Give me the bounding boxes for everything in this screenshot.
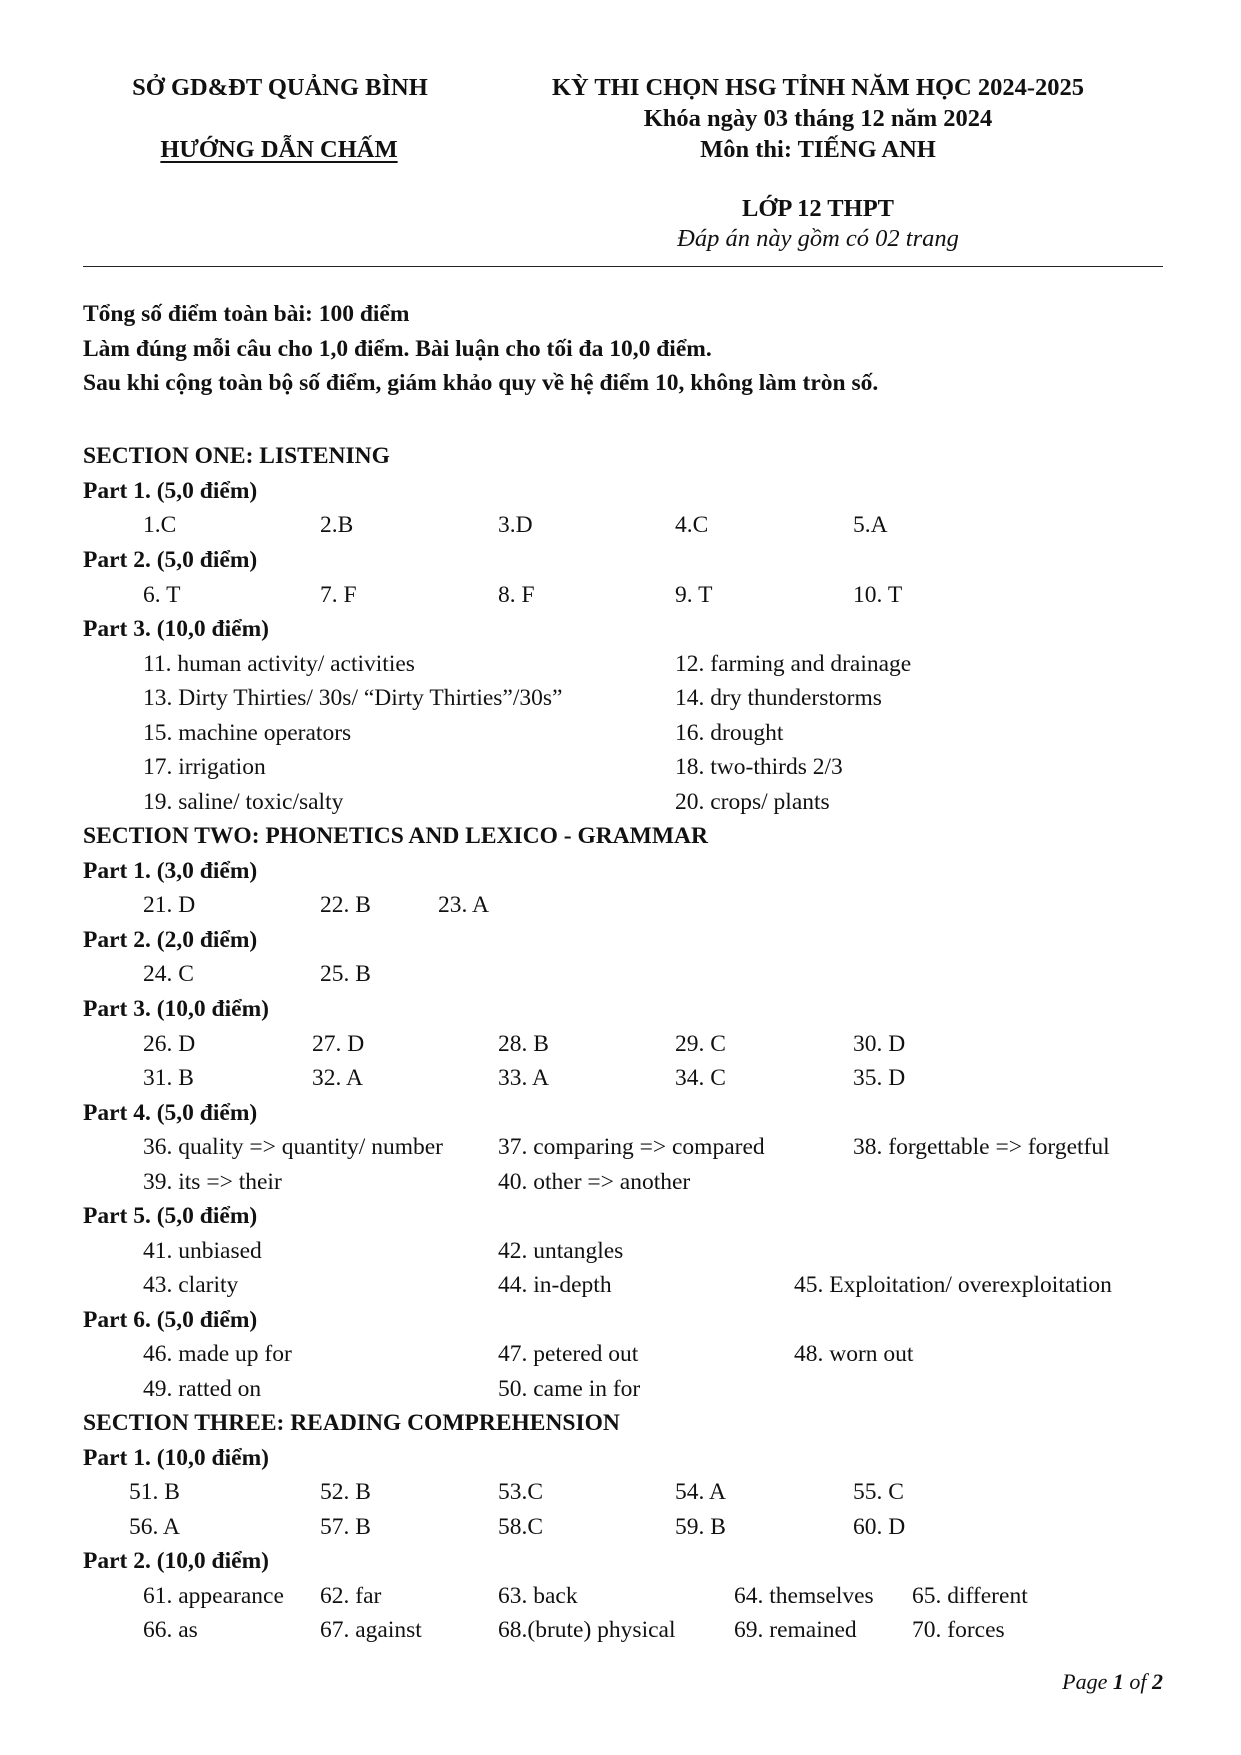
page-word: Page	[1062, 1669, 1113, 1694]
part-title	[83, 929, 257, 953]
answer-item: 64. themselves	[734, 1583, 874, 1609]
answer-item: 18. two-thirds 2/3	[675, 754, 843, 780]
answer-item: 33. A	[498, 1065, 549, 1091]
answer-item: 3.D	[498, 512, 533, 538]
answer-item: 9. T	[675, 582, 713, 608]
guide-title: HƯỚNG DẪN CHẤM	[160, 136, 398, 163]
part-title: Part 5. (5,0 điểm)	[83, 1203, 258, 1229]
page-total: 2	[1152, 1669, 1163, 1694]
exam-subject: Môn thi: TIẾNG ANH	[700, 136, 936, 163]
answer-item: 37. comparing => compared	[498, 1134, 765, 1160]
answer-item: 65. different	[912, 1583, 1028, 1609]
answer-item: 16. drought	[675, 720, 784, 746]
answer-item: 12. farming and drainage	[675, 651, 912, 677]
section-title: SECTION TWO: PHONETICS AND LEXICO - GRAMMAR	[83, 823, 708, 849]
answer-item: 60. D	[853, 1514, 906, 1540]
answer-item: 46. made up for	[143, 1341, 292, 1367]
answer-item: 63. back	[498, 1583, 578, 1609]
answer-item: 38. forgettable => forgetful	[853, 1134, 1110, 1160]
answer-item: 11. human activity/ activities	[143, 651, 415, 677]
answer-item: 14. dry thunderstorms	[675, 685, 882, 711]
answer-item: 2.B	[320, 512, 354, 538]
page-current: 1	[1112, 1669, 1124, 1694]
answer-item: 44. in-depth	[498, 1272, 612, 1298]
answer-item: 40. other => another	[498, 1169, 691, 1195]
answer-item: 66. as	[143, 1617, 198, 1643]
total-score-note: Tổng số điểm toàn bài: 100 điểm	[83, 301, 410, 327]
answer-item: 4.C	[675, 512, 709, 538]
part-title: Part 3. (10,0 điểm)	[83, 996, 269, 1022]
exam-date: Khóa ngày 03 tháng 12 năm 2024	[643, 105, 993, 132]
header-divider	[83, 266, 1163, 267]
answer-item: 20. crops/ plants	[675, 789, 830, 815]
answer-item: 49. ratted on	[143, 1376, 262, 1402]
answer-item: 58.C	[498, 1514, 544, 1540]
part-title: Part 1. (10,0 điểm)	[83, 1445, 269, 1471]
answer-item: 26. D	[143, 1031, 196, 1057]
answer-item: 22. B	[320, 892, 371, 918]
answer-item: 56. A	[129, 1514, 180, 1540]
department-name: SỞ GD&ĐT QUẢNG BÌNH	[132, 74, 428, 101]
answer-item: 68.(brute) physical	[498, 1617, 676, 1643]
answer-item: 59. B	[675, 1514, 726, 1540]
part-title: Part 4. (5,0 điểm)	[83, 1100, 258, 1126]
answer-item: 70. forces	[912, 1617, 1005, 1643]
answer-item: 17. irrigation	[143, 754, 266, 780]
answer-item: 23. A	[438, 892, 489, 918]
answer-item: 41. unbiased	[143, 1238, 262, 1264]
part-title: Part 2. (5,0 điểm)	[83, 547, 258, 573]
answer-item: 10. T	[853, 582, 903, 608]
exam-title: KỲ THI CHỌN HSG TỈNH NĂM HỌC 2024-2025	[551, 74, 1085, 101]
answer-item: 8. F	[498, 582, 535, 608]
part-title: Part 3. (10,0 điểm)	[83, 616, 269, 642]
answer-item: 5.A	[853, 512, 888, 538]
answer-item: 34. C	[675, 1065, 726, 1091]
page-of-word: of	[1123, 1669, 1152, 1694]
answer-item: 62. far	[320, 1583, 382, 1609]
answer-item: 52. B	[320, 1479, 371, 1505]
answer-item: 50. came in for	[498, 1376, 641, 1402]
answer-item: 53.C	[498, 1479, 544, 1505]
page-count-note: Đáp án này gồm có 02 trang	[677, 225, 959, 252]
answer-item: 54. A	[675, 1479, 726, 1505]
answer-item: 13. Dirty Thirties/ 30s/ “Dirty Thirties”/30s”	[143, 685, 563, 711]
answer-item: 31. B	[143, 1065, 194, 1091]
answer-item: 57. B	[320, 1514, 371, 1540]
part-title: Part 2. (10,0 điểm)	[83, 1548, 269, 1574]
answer-item: 55. C	[853, 1479, 904, 1505]
answer-item: 7. F	[320, 582, 357, 608]
part-title-score: . (2,0 điểm)	[145, 927, 258, 953]
section-title: SECTION THREE: READING COMPREHENSION	[83, 1410, 620, 1436]
answer-item: 19. saline/ toxic/salty	[143, 789, 344, 815]
answer-item: 43. clarity	[143, 1272, 239, 1298]
answer-item: 29. C	[675, 1031, 726, 1057]
answer-item: 42. untangles	[498, 1238, 624, 1264]
part-title: Part 6. (5,0 điểm)	[83, 1307, 258, 1333]
part-title: Part 1. (5,0 điểm)	[83, 478, 258, 504]
answer-item: 67. against	[320, 1617, 422, 1643]
answer-item: 48. worn out	[794, 1341, 914, 1367]
answer-item: 39. its => their	[143, 1169, 282, 1195]
answer-item: 32. A	[312, 1065, 363, 1091]
answer-item: 45. Exploitation/ overexploitation	[794, 1272, 1112, 1298]
answer-item: 1.C	[143, 512, 177, 538]
answer-item: 51. B	[129, 1479, 180, 1505]
part-title: Part 1. (3,0 điểm)	[83, 858, 258, 884]
answer-item: 69. remained	[734, 1617, 857, 1643]
page-number	[1062, 1671, 1163, 1693]
section-title: SECTION ONE: LISTENING	[83, 443, 390, 469]
conversion-note: Sau khi cộng toàn bộ số điểm, giám khảo quy về hệ điểm 10, không làm tròn số.	[83, 370, 879, 396]
answer-item: 6. T	[143, 582, 181, 608]
answer-item: 24. C	[143, 961, 194, 987]
answer-item: 15. machine operators	[143, 720, 352, 746]
answer-item: 35. D	[853, 1065, 906, 1091]
answer-item: 30. D	[853, 1031, 906, 1057]
answer-item: 25. B	[320, 961, 371, 987]
answer-item: 61. appearance	[143, 1583, 284, 1609]
answer-item: 28. B	[498, 1031, 549, 1057]
answer-item: 36. quality => quantity/ number	[143, 1134, 443, 1160]
answer-item: 47. petered out	[498, 1341, 639, 1367]
answer-item: 27. D	[312, 1031, 365, 1057]
part-title-label: Part 2	[83, 927, 145, 953]
answer-item: 21. D	[143, 892, 196, 918]
scoring-rule-note: Làm đúng mỗi câu cho 1,0 điểm. Bài luận cho tối đa 10,0 điểm.	[83, 336, 712, 362]
grade-level: LỚP 12 THPT	[741, 195, 895, 222]
